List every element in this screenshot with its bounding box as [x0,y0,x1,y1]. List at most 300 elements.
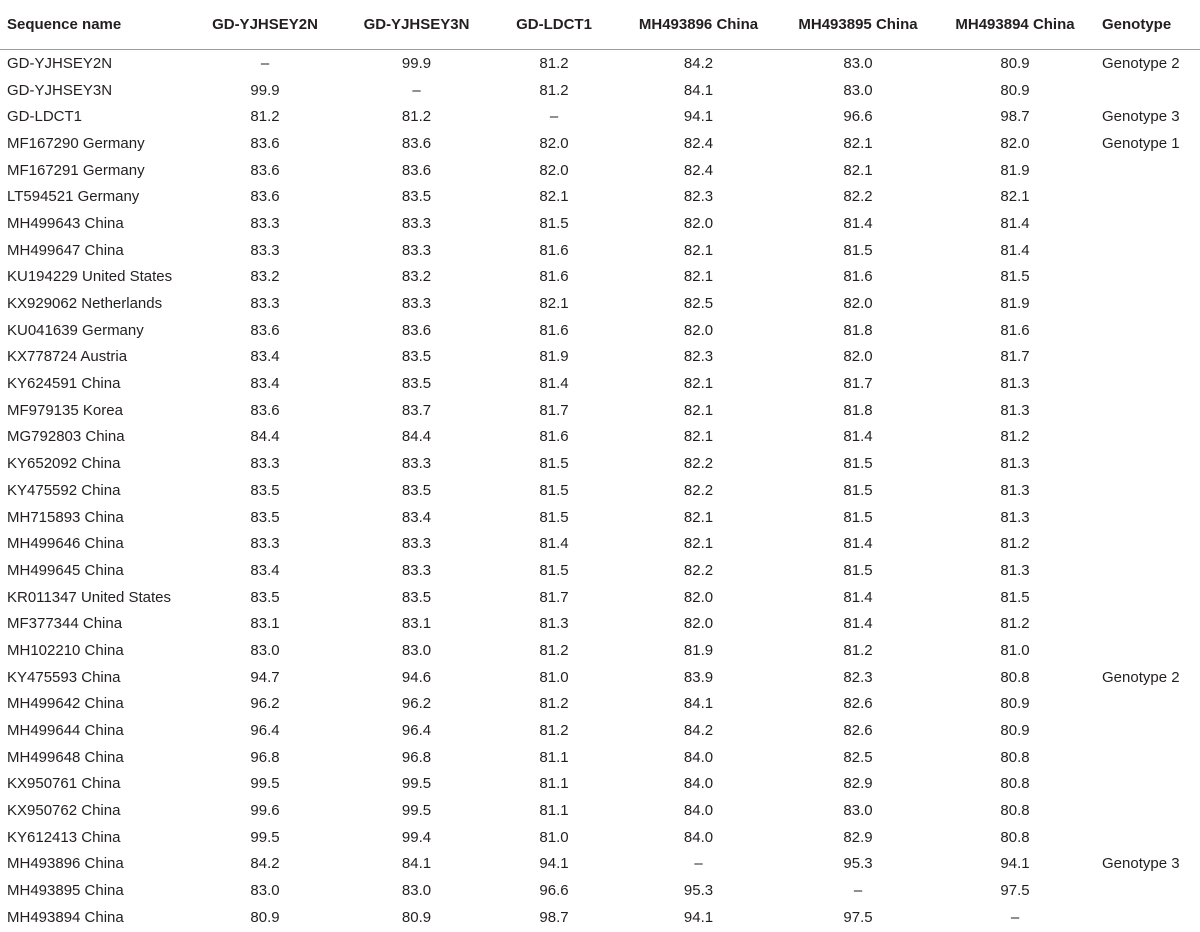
sequence-name-cell: KX950762 China [7,802,121,820]
table-row [0,130,1200,157]
table-row [0,664,1200,691]
sequence-name-cell: MH499642 China [7,695,124,713]
identity-cell-mh493895: 81.4 [843,535,873,553]
identity-cell-mh493895: – [853,882,863,900]
identity-cell-gd-yjhsey3n: 96.4 [401,722,432,740]
identity-cell-mh493895: 81.5 [843,455,873,473]
identity-cell-gd-ldct1: 96.6 [539,882,569,900]
identity-cell-gd-yjhsey2n: 83.4 [250,375,280,393]
sequence-name-cell: KX778724 Austria [7,348,128,366]
identity-cell-gd-yjhsey3n: 83.0 [401,641,432,659]
identity-cell-gd-ldct1: 82.1 [539,295,569,313]
identity-cell-gd-yjhsey2n: 83.6 [250,321,280,339]
identity-cell-mh493896: 82.5 [683,295,714,313]
identity-cell-mh493895: 82.0 [843,295,873,313]
table-row [0,477,1200,504]
identity-cell-gd-yjhsey3n: 83.5 [401,188,432,206]
table-row [0,904,1200,931]
identity-cell-gd-yjhsey3n: 84.1 [401,855,432,873]
column-header-genotype: Genotype [1096,0,1200,50]
identity-cell-gd-ldct1: 81.2 [539,695,569,713]
identity-cell-gd-ldct1: 81.1 [539,748,569,766]
header-row [0,0,1200,50]
identity-cell-gd-ldct1: 81.2 [539,54,569,72]
table-row [0,210,1200,237]
identity-cell-mh493896: 82.1 [683,268,714,286]
identity-cell-mh493895: 83.0 [843,54,873,72]
genotype-cell [1096,77,1200,104]
identity-cell-mh493894: 81.5 [1000,268,1030,286]
table-row [0,557,1200,584]
identity-cell-gd-yjhsey3n: 83.6 [401,161,432,179]
genotype-cell [1096,771,1200,798]
identity-cell-mh493894: 97.5 [1000,882,1030,900]
identity-cell-gd-ldct1: – [549,108,559,126]
identity-cell-gd-yjhsey2n: 96.8 [250,748,280,766]
genotype-cell [1096,424,1200,451]
table-row [0,450,1200,477]
identity-cell-mh493894: 81.9 [1000,161,1030,179]
identity-cell-gd-ldct1: 82.0 [539,134,569,152]
identity-cell-mh493896: 82.2 [683,455,714,473]
identity-cell-mh493895: 81.8 [843,321,873,339]
identity-cell-mh493895: 82.9 [843,828,873,846]
table-row [0,691,1200,718]
identity-cell-gd-ldct1: 81.6 [539,241,569,259]
genotype-cell [1096,557,1200,584]
identity-cell-gd-yjhsey2n: 83.0 [250,641,280,659]
identity-cell-mh493896: 94.1 [683,908,714,926]
identity-cell-gd-yjhsey3n: 83.3 [401,455,432,473]
identity-cell-gd-yjhsey2n: 83.3 [250,535,280,553]
genotype-cell: Genotype 3 [1102,108,1180,126]
genotype-cell: Genotype 3 [1102,855,1180,873]
sequence-name-cell: MH499646 China [7,535,124,553]
identity-cell-mh493894: 80.9 [1000,54,1030,72]
identity-cell-gd-ldct1: 81.5 [539,481,569,499]
genotype-cell [1096,237,1200,264]
identity-cell-mh493896: 82.2 [683,561,714,579]
identity-cell-gd-yjhsey3n: 83.2 [401,268,432,286]
identity-cell-mh493895: 83.0 [843,802,873,820]
identity-cell-gd-yjhsey2n: 83.0 [250,882,280,900]
column-header-sequence-name: Sequence name [0,0,190,50]
identity-cell-gd-yjhsey3n: 83.5 [401,348,432,366]
identity-cell-mh493894: 81.0 [1000,641,1030,659]
identity-cell-mh493895: 82.2 [843,188,873,206]
identity-cell-gd-yjhsey3n: 96.8 [401,748,432,766]
identity-cell-gd-ldct1: 94.1 [539,855,569,873]
genotype-cell [1096,210,1200,237]
identity-cell-gd-yjhsey3n: 99.5 [401,775,432,793]
identity-cell-mh493895: 81.4 [843,214,873,232]
identity-cell-mh493894: 82.1 [1000,188,1030,206]
identity-cell-gd-yjhsey2n: 83.2 [250,268,280,286]
table-row [0,344,1200,371]
identity-cell-gd-yjhsey2n: 99.9 [250,81,280,99]
identity-cell-gd-ldct1: 81.5 [539,561,569,579]
identity-cell-gd-ldct1: 81.5 [539,455,569,473]
identity-cell-mh493894: 80.9 [1000,81,1030,99]
identity-cell-mh493894: 82.0 [1000,134,1030,152]
identity-cell-gd-ldct1: 81.7 [539,588,569,606]
identity-cell-gd-ldct1: 81.6 [539,321,569,339]
identity-cell-mh493894: – [1010,908,1020,926]
identity-cell-mh493896: 82.1 [683,508,714,526]
column-header-gd-yjhsey2n: GD-YJHSEY2N [190,0,340,50]
identity-cell-mh493896: 82.4 [683,161,714,179]
identity-cell-gd-ldct1: 81.7 [539,401,569,419]
genotype-cell: Genotype 1 [1102,134,1180,152]
table-row [0,744,1200,771]
identity-cell-gd-ldct1: 81.5 [539,508,569,526]
identity-cell-mh493895: 95.3 [843,855,873,873]
table-row [0,771,1200,798]
sequence-name-cell: MH715893 China [7,508,124,526]
identity-cell-gd-yjhsey3n: – [412,81,421,99]
sequence-name-cell: MH499645 China [7,561,124,579]
sequence-name-cell: MF167290 Germany [7,134,145,152]
genotype-cell [1096,290,1200,317]
identity-cell-gd-ldct1: 81.2 [539,81,569,99]
table-row [0,183,1200,210]
identity-cell-gd-yjhsey2n: 83.6 [250,134,280,152]
identity-cell-gd-yjhsey2n: 80.9 [250,908,280,926]
identity-cell-mh493896: 82.0 [683,214,714,232]
identity-cell-gd-ldct1: 81.4 [539,535,569,553]
identity-cell-gd-ldct1: 81.1 [539,775,569,793]
identity-cell-gd-yjhsey3n: 83.6 [401,321,432,339]
table-row [0,824,1200,851]
identity-cell-mh493895: 82.3 [843,668,873,686]
genotype-cell [1096,717,1200,744]
sequence-name-cell: MH102210 China [7,641,124,659]
identity-cell-mh493895: 82.6 [843,695,873,713]
identity-cell-mh493895: 81.7 [843,375,873,393]
identity-cell-gd-yjhsey3n: 83.3 [401,241,432,259]
sequence-name-cell: KX929062 Netherlands [7,295,163,313]
identity-cell-mh493896: 95.3 [683,882,714,900]
identity-cell-gd-yjhsey2n: 84.4 [250,428,280,446]
table-row [0,157,1200,184]
genotype-cell [1096,397,1200,424]
identity-cell-mh493896: 84.0 [683,828,714,846]
genotype-cell [1096,183,1200,210]
identity-cell-mh493896: 81.9 [683,641,714,659]
identity-cell-mh493894: 80.8 [1000,802,1030,820]
column-header-mh493895: MH493895 China [782,0,934,50]
identity-cell-gd-ldct1: 81.3 [539,615,569,633]
table-row [0,424,1200,451]
identity-cell-gd-ldct1: 81.5 [539,214,569,232]
identity-cell-mh493895: 81.6 [843,268,873,286]
table-body [0,50,1200,931]
table-row [0,637,1200,664]
identity-cell-gd-yjhsey3n: 99.9 [401,54,432,72]
table-row [0,504,1200,531]
identity-cell-mh493896: 82.2 [683,481,714,499]
genotype-cell [1096,584,1200,611]
identity-cell-mh493896: 84.1 [683,81,714,99]
identity-cell-gd-ldct1: 81.2 [539,641,569,659]
identity-cell-gd-yjhsey3n: 99.4 [401,828,432,846]
identity-cell-mh493895: 97.5 [843,908,873,926]
identity-cell-gd-yjhsey3n: 83.0 [401,882,432,900]
identity-cell-mh493894: 80.9 [1000,695,1030,713]
identity-cell-mh493894: 81.3 [1000,401,1030,419]
identity-cell-mh493894: 80.8 [1000,828,1030,846]
table-row [0,77,1200,104]
genotype-cell: Genotype 2 [1102,668,1180,686]
sequence-name-cell: KR011347 United States [7,588,171,606]
identity-cell-mh493896: 82.1 [683,375,714,393]
identity-cell-gd-yjhsey3n: 83.5 [401,375,432,393]
table-header [0,0,1200,50]
table-row [0,851,1200,878]
identity-cell-mh493896: 82.0 [683,321,714,339]
identity-cell-gd-yjhsey2n: 83.1 [250,615,280,633]
identity-cell-gd-yjhsey2n: 83.4 [250,348,280,366]
table-row [0,530,1200,557]
identity-cell-mh493894: 81.2 [1000,535,1030,553]
identity-cell-gd-ldct1: 81.0 [539,828,569,846]
identity-cell-mh493896: 82.1 [683,428,714,446]
sequence-name-cell: MF979135 Korea [7,401,123,419]
identity-cell-mh493895: 81.5 [843,508,873,526]
genotype-cell [1096,877,1200,904]
identity-cell-mh493896: 82.3 [683,348,714,366]
table-row [0,397,1200,424]
genotype-cell [1096,610,1200,637]
identity-cell-gd-yjhsey3n: 84.4 [401,428,432,446]
genotype-cell [1096,157,1200,184]
identity-cell-mh493896: 82.4 [683,134,714,152]
identity-cell-gd-yjhsey3n: 99.5 [401,802,432,820]
sequence-name-cell: KU194229 United States [7,268,173,286]
identity-cell-gd-yjhsey2n: 83.4 [250,561,280,579]
identity-cell-gd-yjhsey2n: 83.6 [250,188,280,206]
identity-cell-mh493894: 80.8 [1000,775,1030,793]
genotype-cell [1096,344,1200,371]
genotype-cell [1096,744,1200,771]
identity-cell-mh493894: 80.9 [1000,722,1030,740]
identity-cell-gd-yjhsey2n: 81.2 [250,108,280,126]
column-header-gd-yjhsey3n: GD-YJHSEY3N [340,0,493,50]
sequence-name-cell: MH499644 China [7,722,124,740]
identity-cell-gd-yjhsey2n: 83.3 [250,214,280,232]
identity-cell-gd-yjhsey3n: 83.4 [401,508,432,526]
identity-cell-gd-yjhsey3n: 83.1 [401,615,432,633]
identity-cell-mh493894: 81.3 [1000,481,1030,499]
sequence-name-cell: GD-LDCT1 [7,108,83,126]
identity-cell-mh493894: 81.2 [1000,615,1030,633]
table-row [0,290,1200,317]
identity-cell-mh493894: 80.8 [1000,748,1030,766]
sequence-name-cell: KY475592 China [7,481,121,499]
genotype-cell [1096,691,1200,718]
column-header-mh493894: MH493894 China [934,0,1096,50]
sequence-name-cell: MH499647 China [7,241,124,259]
identity-cell-mh493895: 82.1 [843,161,873,179]
identity-cell-mh493894: 80.8 [1000,668,1030,686]
column-header-gd-ldct1: GD-LDCT1 [493,0,615,50]
sequence-name-cell: MF377344 China [7,615,123,633]
identity-cell-mh493896: 82.1 [683,535,714,553]
identity-cell-mh493895: 81.5 [843,561,873,579]
sequence-name-cell: KY612413 China [7,828,121,846]
identity-cell-gd-yjhsey2n: 96.2 [250,695,280,713]
table-row [0,50,1200,77]
identity-cell-mh493896: 84.2 [683,54,714,72]
table-row [0,103,1200,130]
identity-cell-mh493896: 84.0 [683,775,714,793]
table-row [0,797,1200,824]
identity-cell-mh493896: 84.0 [683,802,714,820]
identity-cell-mh493895: 81.5 [843,481,873,499]
identity-cell-gd-yjhsey2n: 99.5 [250,828,280,846]
genotype-cell [1096,317,1200,344]
identity-cell-mh493895: 81.4 [843,428,873,446]
sequence-name-cell: MH499648 China [7,748,124,766]
genotype-cell [1096,530,1200,557]
identity-cell-mh493894: 81.4 [1000,241,1030,259]
identity-cell-gd-yjhsey3n: 83.5 [401,481,432,499]
genotype-cell [1096,797,1200,824]
identity-cell-gd-yjhsey3n: 80.9 [401,908,432,926]
identity-cell-mh493895: 81.8 [843,401,873,419]
identity-cell-gd-yjhsey3n: 83.6 [401,134,432,152]
identity-cell-gd-yjhsey3n: 83.3 [401,214,432,232]
genotype-cell [1096,504,1200,531]
identity-cell-mh493896: – [694,855,703,873]
table-row [0,237,1200,264]
identity-cell-gd-yjhsey3n: 83.7 [401,401,432,419]
identity-cell-mh493894: 81.3 [1000,455,1030,473]
identity-cell-gd-yjhsey2n: 83.6 [250,401,280,419]
table-row [0,264,1200,291]
identity-cell-gd-yjhsey2n: 83.3 [250,455,280,473]
identity-cell-gd-yjhsey3n: 83.5 [401,588,432,606]
identity-cell-gd-yjhsey2n: – [260,54,270,72]
identity-cell-mh493895: 82.9 [843,775,873,793]
genotype-cell [1096,904,1200,931]
identity-cell-gd-yjhsey2n: 83.5 [250,588,280,606]
genotype-cell [1096,477,1200,504]
sequence-name-cell: MF167291 Germany [7,161,145,179]
identity-cell-mh493895: 81.4 [843,615,873,633]
identity-cell-gd-ldct1: 81.6 [539,268,569,286]
sequence-name-cell: MG792803 China [7,428,125,446]
identity-cell-gd-yjhsey2n: 84.2 [250,855,280,873]
sequence-name-cell: KY624591 China [7,375,121,393]
identity-cell-mh493894: 81.7 [1000,348,1030,366]
identity-cell-gd-ldct1: 81.2 [539,722,569,740]
identity-cell-gd-yjhsey2n: 83.5 [250,508,280,526]
identity-cell-gd-yjhsey3n: 83.3 [401,295,432,313]
identity-cell-gd-ldct1: 98.7 [539,908,569,926]
identity-cell-mh493895: 81.2 [843,641,873,659]
identity-cell-mh493894: 81.9 [1000,295,1030,313]
identity-cell-gd-yjhsey2n: 83.3 [250,295,280,313]
genotype-cell: Genotype 2 [1102,54,1180,72]
identity-cell-mh493894: 81.3 [1000,375,1030,393]
genotype-cell [1096,824,1200,851]
table-row [0,370,1200,397]
column-header-mh493896: MH493896 China [615,0,782,50]
identity-cell-gd-yjhsey3n: 94.6 [401,668,432,686]
sequence-name-cell: GD-YJHSEY2N [7,54,113,72]
identity-cell-gd-yjhsey2n: 83.6 [250,161,280,179]
identity-cell-gd-yjhsey2n: 83.5 [250,481,280,499]
identity-cell-gd-ldct1: 82.0 [539,161,569,179]
sequence-name-cell: KU041639 Germany [7,321,144,339]
identity-cell-mh493894: 81.4 [1000,214,1030,232]
identity-cell-gd-yjhsey3n: 83.3 [401,561,432,579]
identity-cell-gd-yjhsey3n: 96.2 [401,695,432,713]
identity-cell-gd-ldct1: 81.6 [539,428,569,446]
identity-cell-mh493894: 81.2 [1000,428,1030,446]
sequence-name-cell: GD-YJHSEY3N [7,81,113,99]
identity-cell-mh493896: 82.0 [683,615,714,633]
table-row [0,877,1200,904]
identity-cell-mh493896: 84.2 [683,722,714,740]
sequence-name-cell: MH493895 China [7,882,124,900]
identity-cell-mh493894: 81.3 [1000,508,1030,526]
identity-cell-gd-ldct1: 81.1 [539,802,569,820]
sequence-name-cell: KX950761 China [7,775,121,793]
identity-cell-mh493896: 83.9 [683,668,714,686]
sequence-name-cell: LT594521 Germany [7,188,140,206]
sequence-name-cell: MH499643 China [7,214,124,232]
identity-cell-gd-yjhsey3n: 81.2 [401,108,432,126]
identity-cell-mh493896: 94.1 [683,108,714,126]
identity-cell-gd-yjhsey2n: 99.6 [250,802,280,820]
genotype-cell [1096,370,1200,397]
identity-cell-mh493896: 82.1 [683,401,714,419]
identity-cell-mh493895: 82.6 [843,722,873,740]
identity-cell-mh493895: 82.1 [843,134,873,152]
sequence-name-cell: KY652092 China [7,455,121,473]
identity-cell-gd-ldct1: 81.4 [539,375,569,393]
identity-cell-mh493895: 81.5 [843,241,873,259]
identity-cell-mh493895: 82.5 [843,748,873,766]
identity-cell-mh493896: 82.1 [683,241,714,259]
table-row [0,584,1200,611]
genotype-cell [1096,264,1200,291]
identity-cell-mh493894: 94.1 [1000,855,1030,873]
identity-cell-gd-ldct1: 82.1 [539,188,569,206]
identity-cell-gd-yjhsey2n: 94.7 [250,668,280,686]
identity-cell-mh493895: 81.4 [843,588,873,606]
identity-cell-mh493895: 82.0 [843,348,873,366]
identity-cell-mh493895: 96.6 [843,108,873,126]
table-row [0,717,1200,744]
identity-cell-mh493896: 84.1 [683,695,714,713]
identity-cell-mh493894: 98.7 [1000,108,1030,126]
identity-cell-mh493896: 84.0 [683,748,714,766]
identity-cell-mh493895: 83.0 [843,81,873,99]
genotype-cell [1096,637,1200,664]
table-row [0,317,1200,344]
identity-cell-gd-yjhsey2n: 83.3 [250,241,280,259]
identity-cell-mh493896: 82.0 [683,588,714,606]
identity-cell-mh493894: 81.6 [1000,321,1030,339]
sequence-name-cell: KY475593 China [7,668,121,686]
identity-cell-gd-yjhsey3n: 83.3 [401,535,432,553]
sequence-name-cell: MH493896 China [7,855,124,873]
identity-cell-gd-ldct1: 81.9 [539,348,569,366]
identity-cell-mh493894: 81.5 [1000,588,1030,606]
